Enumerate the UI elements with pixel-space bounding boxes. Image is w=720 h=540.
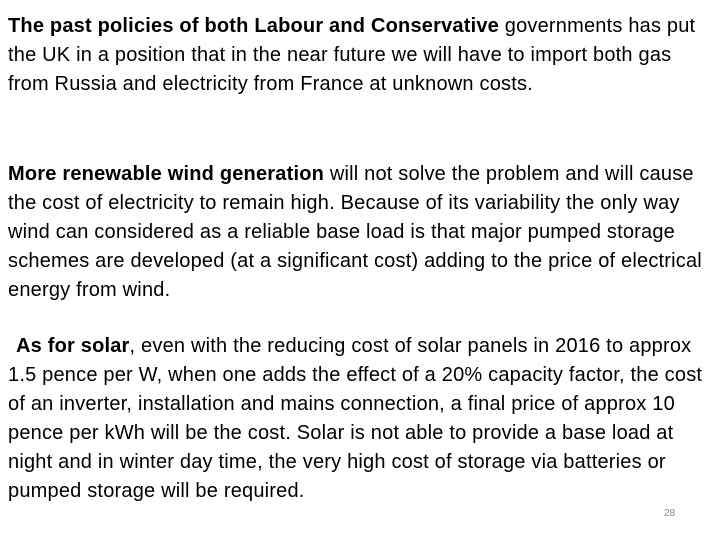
paragraph-wind xyxy=(8,160,714,305)
paragraph-solar-body: , even with the reducing cost of solar panels in 2016 to approx 1.5 pence per W, when one adds the effect of a 20% capacity factor, the cost of an inverter, installation and mains connection, a final price of approx 10 pence per kWh will be the cost. Solar is not able to provide a base load at night and in winter day time, the very high cost of storage via batteries or pumped storage will be required. xyxy=(8,335,703,502)
page-number: 28 xyxy=(664,508,676,519)
paragraph-wind-body: will not solve the problem and will cause the cost of electricity to remain high. Because of its variability the only way wind can considered as a reliable base load is that major pumped storage schemes are developed (at a significant cost) adding to the price of electrical energy from wind. xyxy=(8,163,702,301)
paragraph-policies-body: governments has put the UK in a position that in the near future we will have to import both gas from Russia and electricity from France at unknown costs. xyxy=(8,15,696,95)
paragraph-solar-heading: As for solar xyxy=(16,335,130,357)
paragraph-policies-heading: The past policies of both Labour and Conservative xyxy=(8,15,499,37)
paragraph-wind-heading: More renewable wind generation xyxy=(8,163,325,185)
paragraph-solar xyxy=(8,332,714,506)
paragraph-policies xyxy=(8,12,714,99)
